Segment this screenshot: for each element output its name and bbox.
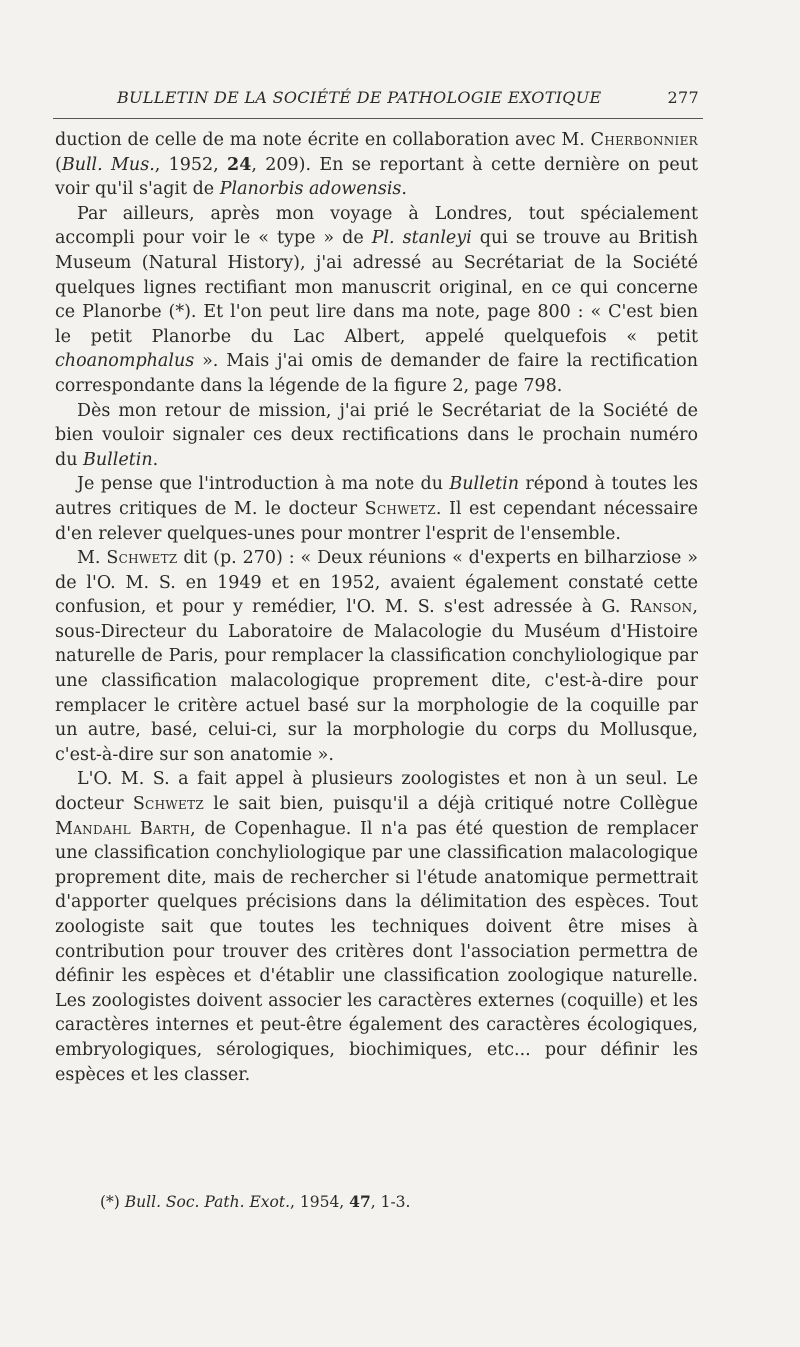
species-name: Pl. stanleyi [371, 228, 472, 249]
author-name: Ranson [629, 597, 693, 618]
running-title: BULLETIN DE LA SOCIÉTÉ DE PATHOLOGIE EXOTIQUE [117, 88, 602, 107]
page-number: 277 [667, 88, 699, 107]
paragraph-4: Je pense que l'introduction à ma note du Bulletin répond à toutes les autres critiques de M. le docteur Schwetz. Il est cependant nécessaire d'en relever quelques-unes pour montrer l'esprit de l'ensemble. [55, 474, 699, 544]
author-name: Schwetz [106, 548, 178, 569]
author-name: Cherbonnier [590, 130, 698, 150]
footnote-mark: (*) [100, 1193, 125, 1211]
body-text [55, 128, 698, 1087]
journal-citation: Bull. Mus. [61, 154, 155, 175]
paragraph-5: M. Schwetz dit (p. 270) : « Deux réunions « d'experts en bilharziose » de l'O. M. S. en 1949 et en 1952, avaient également constaté cette confusion, et pour y remédier, l'O. M. S. s'est adressée à G. Ranson, sous-Directeur du Laboratoire de Malacologie du Muséum d'Histoire naturelle de Paris, pour remplacer la classification conchyliologique par une classification malacologique proprement dite, c'est-à-dire pour remplacer le critère actuel basé sur la morphologie de la coquille par un autre, basé, celui-ci, sur la morphologie du corps du Mollusque, c'est-à-dire sur son anatomie ». [55, 548, 698, 765]
author-name: Schwetz [132, 794, 205, 815]
header-rule [53, 118, 703, 119]
journal-name: Bulletin [83, 449, 153, 470]
footnote: (*) Bull. Soc. Path. Exot., 1954, 47, 1-3. [100, 1192, 411, 1211]
footnote-citation: Bull. Soc. Path. Exot. [124, 1193, 290, 1211]
volume-number: 24 [227, 154, 252, 175]
footnote-volume: 47 [349, 1192, 371, 1211]
paragraph-1: duction de celle de ma note écrite en collaboration avec M. Cherbonnier (Bull. Mus., 1952, 24, 209). En se reportant à cette dernière on peut voir qu'il s'agit de Planorbis adowensis. [55, 130, 699, 200]
genus-name: choanomphalus [55, 351, 195, 372]
journal-name: Bulletin [449, 474, 519, 495]
paragraph-2: Par ailleurs, après mon voyage à Londres, tout spécialement accompli pour voir le « type » de Pl. stanleyi qui se trouve au British Museum (Natural History), j'ai adressé au Secrétariat de la Société quelques lignes rectifiant mon manuscrit original, en ce qui concerne ce Planorbe (*). Et l'on peut lire dans ma note, page 800 : « C'est bien le petit Planorbe du Lac Albert, appelé quelquefois « petit choanomphalus ». Mais j'ai omis de demander de faire la rectification correspondante dans la légende de la figure 2, page 798. [55, 203, 699, 396]
paragraph-3: Dès mon retour de mission, j'ai prié le Secrétariat de la Société de bien vouloir signaler ces deux rectifications dans le prochain numéro du Bulletin. [55, 400, 698, 470]
author-name: Schwetz [364, 498, 436, 519]
author-name: Mandahl Barth [55, 818, 191, 839]
paragraph-6: L'O. M. S. a fait appel à plusieurs zoologistes et non à un seul. Le docteur Schwetz le sait bien, puisqu'il a déjà critiqué notre Collègue Mandahl Barth, de Copenhague. Il n'a pas été question de remplacer une classification conchyliologique par une classification malacologique proprement dite, mais de rechercher si l'étude anatomique permettrait d'apporter quelques précisions dans la délimitation des espèces. Tout zoologiste sait que toutes les techniques doivent être mises à contribution pour trouver des critères dont l'association permettra de définir les espèces et d'établir une classification zoologique naturelle. Les zoologistes doivent associer les caractères externes (coquille) et les caractères internes et peut-être également des caractères écologiques, embryologiques, sérologiques, biochimiques, etc... pour définir les espèces et les classer. [55, 769, 698, 1085]
species-name: Planorbis adowensis [219, 179, 402, 200]
